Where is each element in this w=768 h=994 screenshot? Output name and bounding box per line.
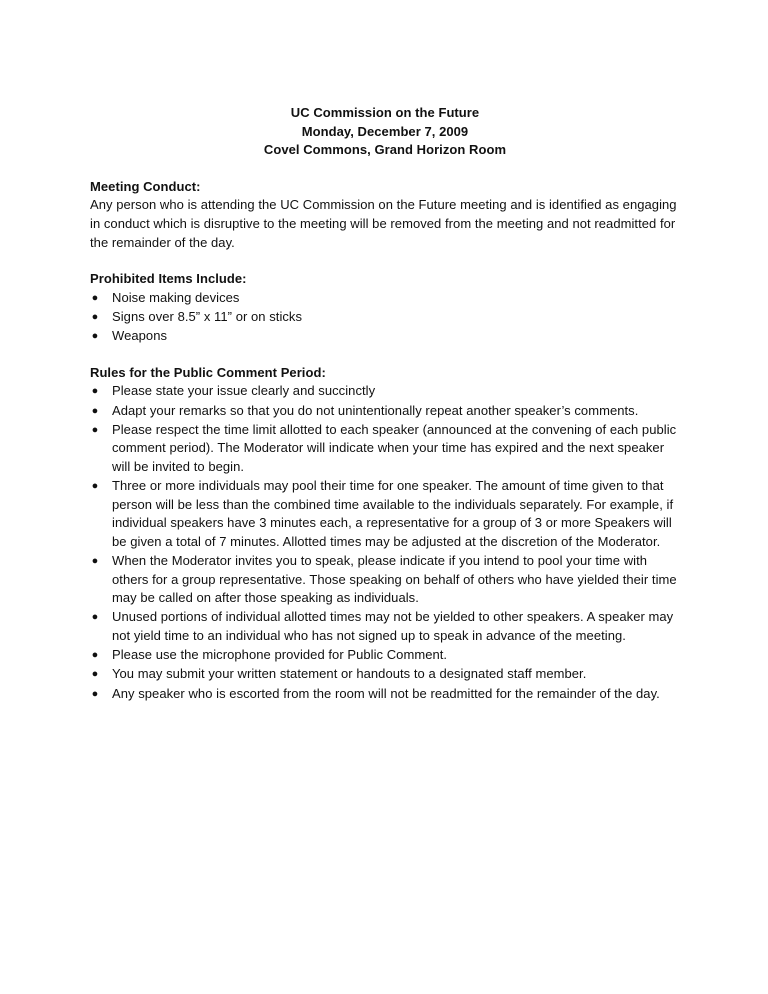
list-item-text: Please respect the time limit allotted to each speaker (announced at the convening of each public comment period). The Moderator will indicate when your time has expired and the next speaker will be invited to begin. xyxy=(112,421,677,474)
list-item-text: Three or more individuals may pool their time for one speaker. The amount of time given to that person will be less than the combined time available to the individuals separately. For example, if individual speakers have 3 minutes each, a representative for a group of 3 or more Speakers will be given a total of 7 minutes. Allotted times may be adjusted at the discretion of the Moderator. xyxy=(112,478,674,549)
bullet-icon: ● xyxy=(91,480,99,493)
list-item-text: Signs over 8.5” x 11” or on sticks xyxy=(112,308,303,324)
list-item-text: Noise making devices xyxy=(112,289,240,305)
list-item xyxy=(90,289,680,308)
public-comment-rules-list xyxy=(90,382,680,703)
list-item xyxy=(90,646,680,665)
list-item xyxy=(90,477,680,551)
list-item xyxy=(90,402,680,421)
bullet-icon: ● xyxy=(91,687,99,700)
header-location: Covel Commons, Grand Horizon Room xyxy=(263,142,507,158)
list-item-text: You may submit your written statement or handouts to a designated staff member. xyxy=(112,666,587,682)
list-item xyxy=(90,308,680,327)
document-header xyxy=(90,104,680,160)
list-item-text: Adapt your remarks so that you do not unintentionally repeat another speaker’s comments. xyxy=(112,402,639,418)
bullet-icon: ● xyxy=(91,668,99,681)
list-item xyxy=(90,608,680,645)
bullet-icon: ● xyxy=(91,611,99,624)
bullet-icon: ● xyxy=(91,330,99,343)
list-item-text: Unused portions of individual allotted times may not be yielded to other speakers. A speaker may not yield time to an individual who has not signed up to speak in advance of the meeting. xyxy=(112,609,674,643)
prohibited-items-title: Prohibited Items Include: xyxy=(90,271,247,287)
public-comment-rules-title: Rules for the Public Comment Period: xyxy=(90,364,326,380)
public-comment-rules-section xyxy=(90,364,680,703)
bullet-icon: ● xyxy=(91,649,99,662)
prohibited-items-section xyxy=(90,270,680,346)
list-item-text: Please state your issue clearly and succinctly xyxy=(112,383,376,399)
list-item xyxy=(90,421,680,477)
bullet-icon: ● xyxy=(91,291,99,304)
list-item-text: When the Moderator invites you to speak, please indicate if you intend to pool your time with others for a group representative. Those speaking on behalf of others who have yielded their time may be called on after those speaking as individuals. xyxy=(112,553,677,606)
list-item-text: Please use the microphone provided for Public Comment. xyxy=(112,647,448,663)
list-item xyxy=(90,685,680,704)
list-item xyxy=(90,327,680,346)
list-item xyxy=(90,382,680,401)
header-title: UC Commission on the Future xyxy=(290,105,480,120)
meeting-conduct-title: Meeting Conduct: xyxy=(90,178,201,194)
bullet-icon: ● xyxy=(91,555,99,568)
list-item-text: Weapons xyxy=(112,328,168,344)
bullet-icon: ● xyxy=(91,385,99,398)
list-item xyxy=(90,552,680,608)
meeting-conduct-section xyxy=(90,178,680,252)
list-item-text: Any speaker who is escorted from the room will not be readmitted for the remainder of the day. xyxy=(112,685,660,701)
prohibited-items-list xyxy=(90,289,680,346)
bullet-icon: ● xyxy=(91,310,99,323)
bullet-icon: ● xyxy=(91,423,99,436)
bullet-icon: ● xyxy=(91,404,99,417)
document-page xyxy=(90,104,680,721)
list-item xyxy=(90,665,680,684)
header-date: Monday, December 7, 2009 xyxy=(301,123,469,139)
meeting-conduct-text: Any person who is attending the UC Commission on the Future meeting and is identified as engaging in conduct which is disruptive to the meeting will be removed from the meeting and not readmitted for the remainder of the day. xyxy=(90,197,677,250)
